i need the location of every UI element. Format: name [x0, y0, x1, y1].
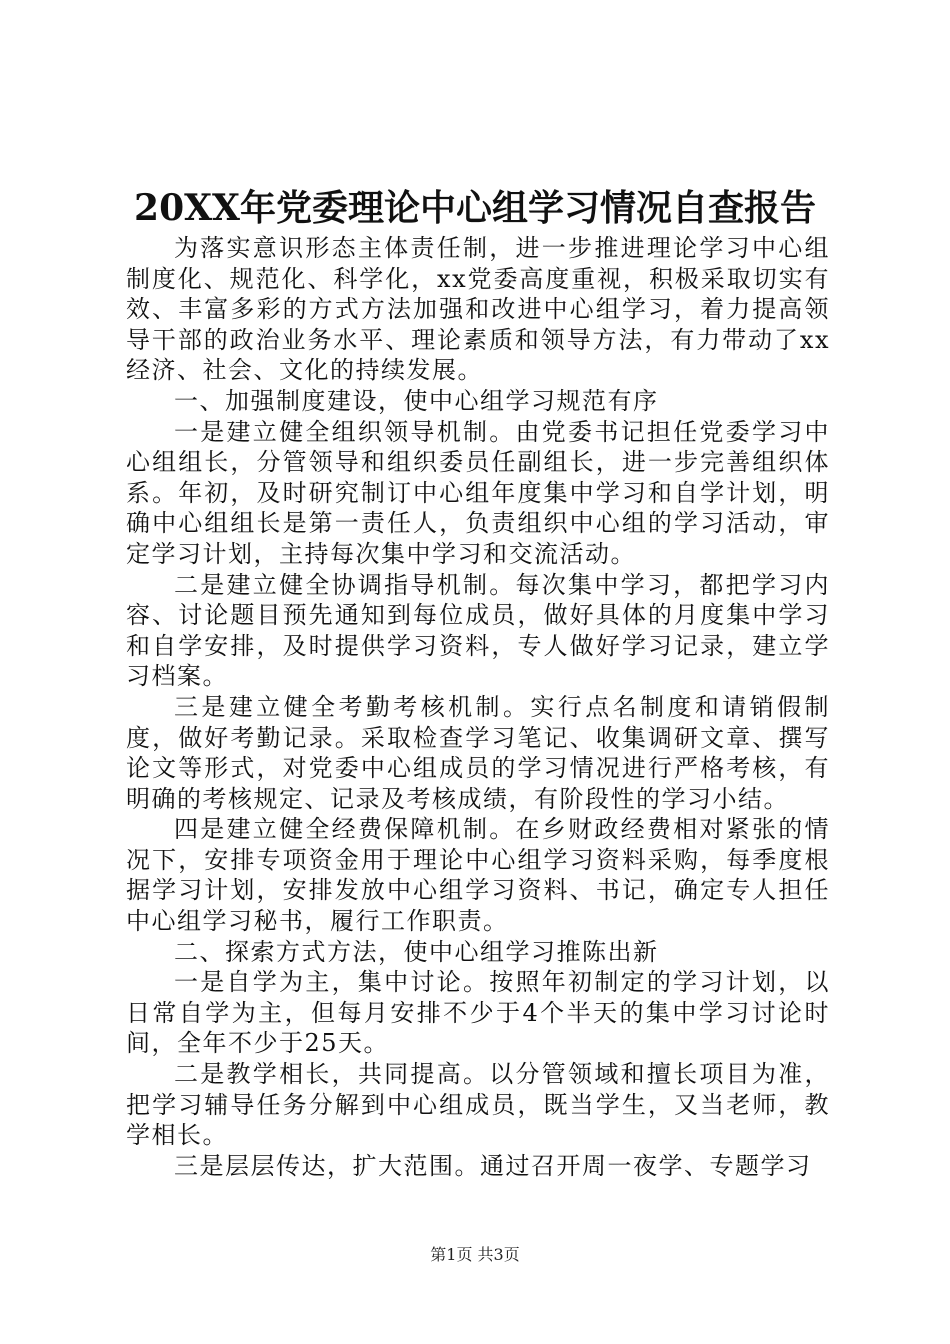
document-body: [126, 233, 830, 1181]
section-heading: 一、加强制度建设，使中心组学习规范有序: [174, 386, 659, 415]
paragraph: 一是自学为主，集中讨论。按照年初制定的学习计划，以日常自学为主，但每月安排不少于4个半天的集中学习讨论时间，全年不少于25天。: [126, 968, 830, 1058]
paragraph: 三是建立健全考勤考核机制。实行点名制度和请销假制度，做好考勤记录。采取检查学习笔记、收集调研文章、撰写论文等形式，对党委中心组成员的学习情况进行严格考核，有明确的考核规定、记录及考核成绩，有阶段性的学习小结。: [126, 692, 830, 813]
page-footer: 第1页 共3页: [430, 1245, 520, 1264]
paragraph: 为落实意识形态主体责任制，进一步推进理论学习中心组制度化、规范化、科学化，xx党委高度重视，积极采取切实有效、丰富多彩的方式方法加强和改进中心组学习，着力提高领导干部的政治业务水平、理论素质和领导方法，有力带动了xx经济、社会、文化的持续发展。: [126, 234, 830, 385]
paragraph: 四是建立健全经费保障机制。在乡财政经费相对紧张的情况下，安排专项资金用于理论中心组学习资料采购，每季度根据学习计划，安排发放中心组学习资料、书记，确定专人担任中心组学习秘书，履行工作职责。: [126, 815, 830, 936]
document-title: 20XX年党委理论中心组学习情况自查报告: [134, 187, 816, 229]
section-heading: 二、探索方式方法，使中心组学习推陈出新: [174, 937, 659, 966]
paragraph: 二是教学相长，共同提高。以分管领域和擅长项目为准，把学习辅导任务分解到中心组成员，既当学生，又当老师，教学相长。: [126, 1060, 830, 1150]
paragraph: 三是层层传达，扩大范围。通过召开周一夜学、专题学习: [174, 1151, 812, 1180]
paragraph: 二是建立健全协调指导机制。每次集中学习，都把学习内容、讨论题目预先通知到每位成员，做好具体的月度集中学习和自学安排，及时提供学习资料，专人做好学习记录，建立学习档案。: [126, 570, 830, 691]
paragraph: 一是建立健全组织领导机制。由党委书记担任党委学习中心组组长，分管领导和组织委员任副组长，进一步完善组织体系。年初，及时研究制订中心组年度集中学习和自学计划，明确中心组组长是第一责任人，负责组织中心组的学习活动，审定学习计划，主持每次集中学习和交流活动。: [126, 417, 830, 568]
